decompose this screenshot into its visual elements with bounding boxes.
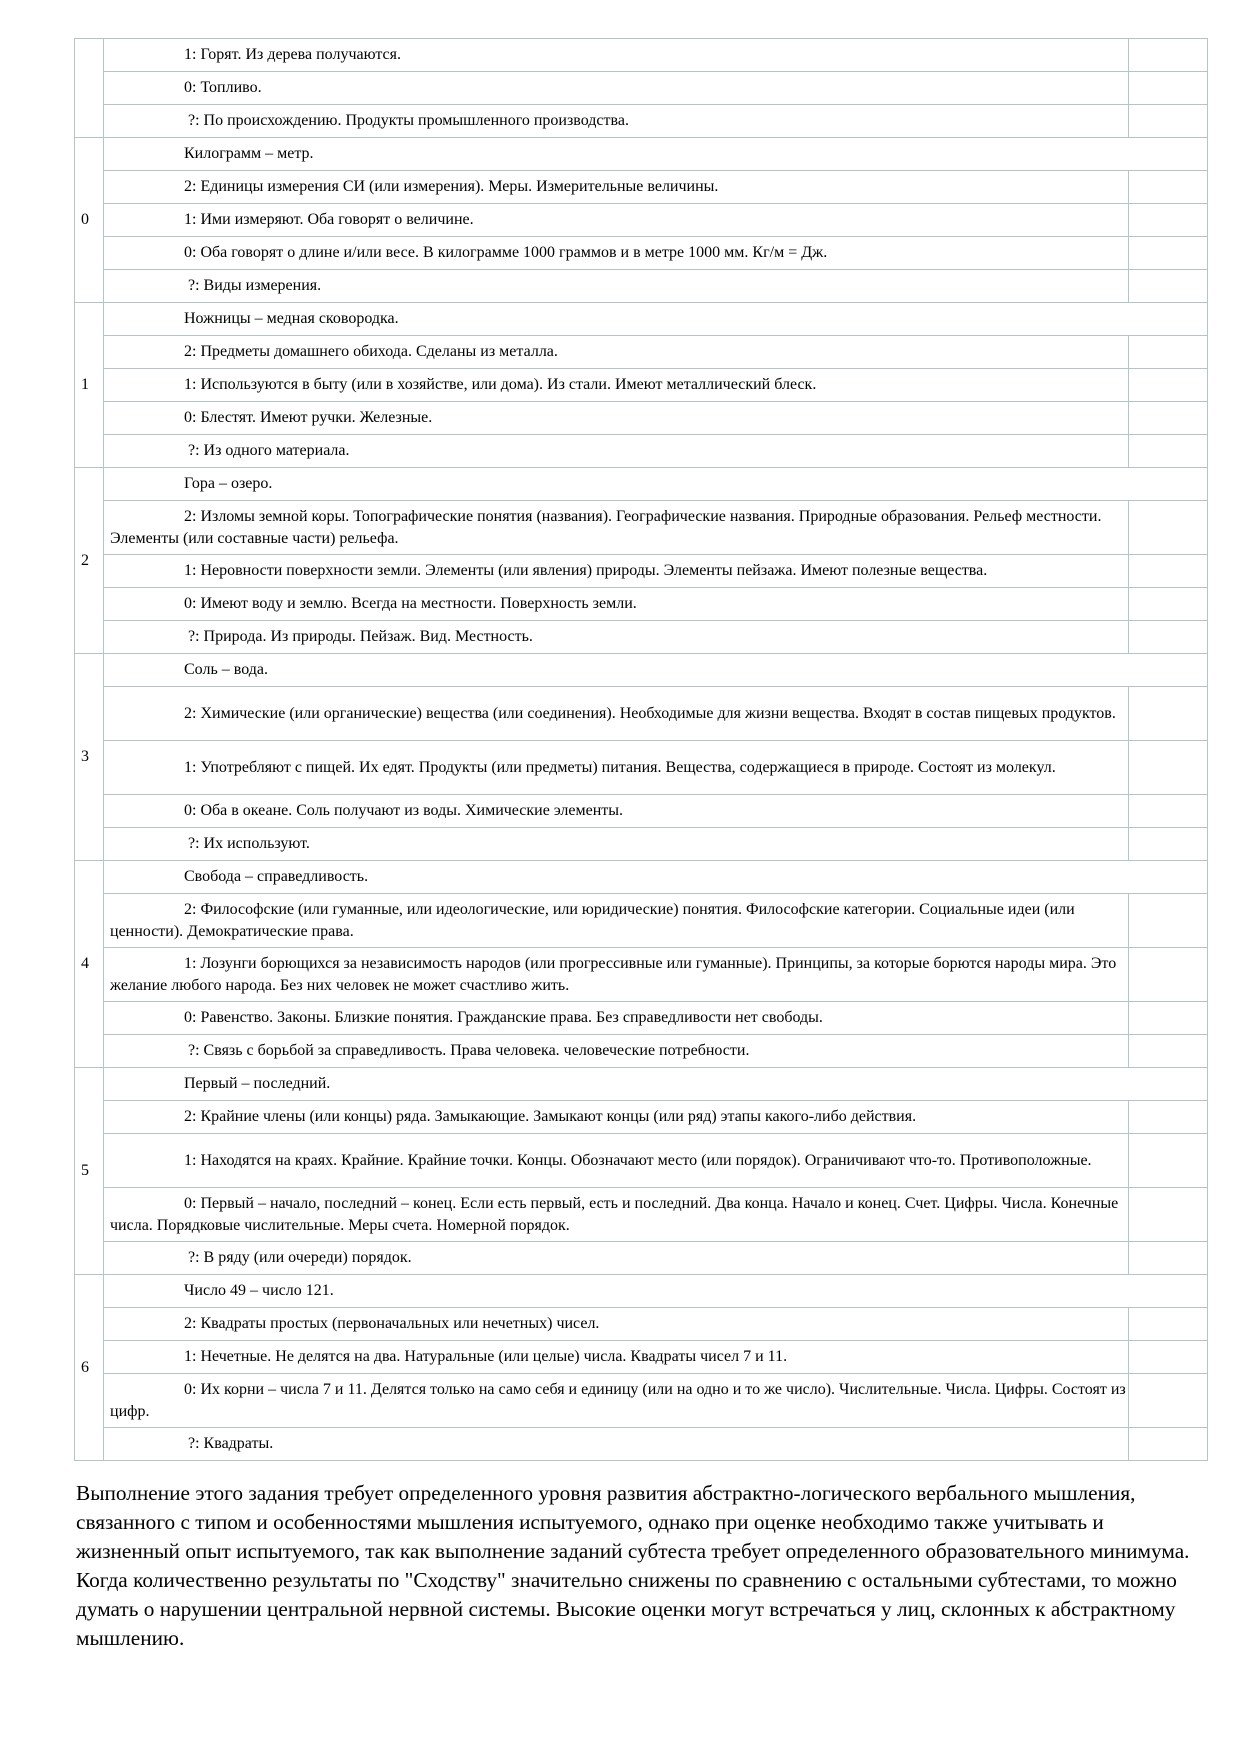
- item-title-cell: Соль – вода.: [104, 654, 1208, 687]
- score-cell: [1129, 795, 1208, 828]
- score-cell: [1129, 336, 1208, 369]
- answer-cell: 1: Неровности поверхности земли. Элементы (или явления) природы. Элементы пейзажа. Имеют полезные вещества.: [104, 555, 1129, 588]
- table-row: [75, 1002, 1208, 1035]
- score-cell: [1129, 588, 1208, 621]
- score-cell: [1129, 1341, 1208, 1374]
- answer-cell: ?: Природа. Из природы. Пейзаж. Вид. Местность.: [104, 621, 1129, 654]
- score-cell: [1129, 237, 1208, 270]
- score-cell: [1129, 501, 1208, 555]
- table-row: [75, 237, 1208, 270]
- score-cell: [1129, 948, 1208, 1002]
- answer-cell: 1: Нечетные. Не делятся на два. Натуральные (или целые) числа. Квадраты чисел 7 и 11.: [104, 1341, 1129, 1374]
- score-cell: [1129, 72, 1208, 105]
- score-cell: [1129, 1035, 1208, 1068]
- answer-cell: 2: Предметы домашнего обихода. Сделаны из металла.: [104, 336, 1129, 369]
- table-row: [75, 270, 1208, 303]
- table-row: [75, 105, 1208, 138]
- item-title-cell: Гора – озеро.: [104, 468, 1208, 501]
- table-row: [75, 687, 1208, 741]
- table-row: [75, 1101, 1208, 1134]
- table-row: [75, 828, 1208, 861]
- score-cell: [1129, 1242, 1208, 1275]
- item-title-cell: Число 49 – число 121.: [104, 1275, 1208, 1308]
- group-number-cell: [75, 39, 104, 138]
- table-row: [75, 948, 1208, 1002]
- score-cell: [1129, 402, 1208, 435]
- answer-cell: ?: Квадраты.: [104, 1428, 1129, 1461]
- table-row: [75, 861, 1208, 894]
- table-row: [75, 435, 1208, 468]
- answer-cell: ?: Из одного материала.: [104, 435, 1129, 468]
- score-cell: [1129, 741, 1208, 795]
- score-cell: [1129, 1374, 1208, 1428]
- score-cell: [1129, 435, 1208, 468]
- group-number-cell: 6: [75, 1275, 104, 1461]
- answer-cell: ?: Виды измерения.: [104, 270, 1129, 303]
- score-cell: [1129, 894, 1208, 948]
- group-number-cell: 4: [75, 861, 104, 1068]
- score-cell: [1129, 621, 1208, 654]
- score-cell: [1129, 39, 1208, 72]
- score-cell: [1129, 1101, 1208, 1134]
- answer-cell: 1: Используются в быту (или в хозяйстве, или дома). Из стали. Имеют металлический блеск.: [104, 369, 1129, 402]
- table-row: [75, 468, 1208, 501]
- table-row: [75, 1035, 1208, 1068]
- answer-cell: 0: Равенство. Законы. Близкие понятия. Гражданские права. Без справедливости нет свободы.: [104, 1002, 1129, 1035]
- answer-cell: 1: Лозунги борющихся за независимость народов (или прогрессивные или гуманные). Принципы, за которые борются народы мира. Это желание любого народа. Без них человек не может счастливо жить.: [104, 948, 1129, 1002]
- item-title-cell: Ножницы – медная сковородка.: [104, 303, 1208, 336]
- scoring-table: [74, 38, 1208, 1461]
- table-row: [75, 171, 1208, 204]
- group-number-cell: 5: [75, 1068, 104, 1275]
- table-row: [75, 588, 1208, 621]
- table-row: [75, 336, 1208, 369]
- answer-cell: 2: Крайние члены (или концы) ряда. Замыкающие. Замыкают концы (или ряд) этапы какого-либо действия.: [104, 1101, 1129, 1134]
- table-row: [75, 795, 1208, 828]
- answer-cell: ?: В ряду (или очереди) порядок.: [104, 1242, 1129, 1275]
- answer-cell: 0: Оба говорят о длине и/или весе. В килограмме 1000 граммов и в метре 1000 мм. Кг/м = Дж.: [104, 237, 1129, 270]
- group-number-cell: 0: [75, 138, 104, 303]
- score-cell: [1129, 171, 1208, 204]
- score-cell: [1129, 1308, 1208, 1341]
- answer-cell: 0: Первый – начало, последний – конец. Если есть первый, есть и последний. Два конца. Начало и конец. Счет. Цифры. Числа. Конечные числа. Порядковые числительные. Меры счета. Номерной порядок.: [104, 1188, 1129, 1242]
- score-cell: [1129, 687, 1208, 741]
- answer-cell: 0: Оба в океане. Соль получают из воды. Химические элементы.: [104, 795, 1129, 828]
- table-row: [75, 1188, 1208, 1242]
- item-title-cell: Первый – последний.: [104, 1068, 1208, 1101]
- interpretation-paragraph: Выполнение этого задания требует определенного уровня развития абстрактно-логического вербального мышления, связанного с типом и особенностями мышления испытуемого, однако при оценке необходимо также учитывать и жизненный опыт испытуемого, так как выполнение заданий субтеста требует определенного образовательного минимума. Когда количественно результаты по "Сходству" значительно снижены по сравнению с остальными субтестами, то можно думать о нарушении центральной нервной системы. Высокие оценки могут встречаться у лиц, склонных к абстрактному мышлению.: [76, 1481, 1190, 1650]
- table-row: [75, 1308, 1208, 1341]
- answer-cell: 0: Топливо.: [104, 72, 1129, 105]
- answer-cell: 2: Квадраты простых (первоначальных или нечетных) чисел.: [104, 1308, 1129, 1341]
- score-cell: [1129, 204, 1208, 237]
- item-title-cell: Килограмм – метр.: [104, 138, 1208, 171]
- table-row: [75, 1341, 1208, 1374]
- table-row: [75, 1068, 1208, 1101]
- answer-cell: 2: Единицы измерения СИ (или измерения). Меры. Измерительные величины.: [104, 171, 1129, 204]
- table-row: [75, 741, 1208, 795]
- answer-cell: 1: Находятся на краях. Крайние. Крайние точки. Концы. Обозначают место (или порядок). Ограничивают что-то. Противоположные.: [104, 1134, 1129, 1188]
- table-row: [75, 1374, 1208, 1428]
- answer-cell: ?: Связь с борьбой за справедливость. Права человека. человеческие потребности.: [104, 1035, 1129, 1068]
- table-row: [75, 1242, 1208, 1275]
- table-row: [75, 1275, 1208, 1308]
- score-cell: [1129, 828, 1208, 861]
- score-cell: [1129, 555, 1208, 588]
- table-row: [75, 1428, 1208, 1461]
- answer-cell: 2: Изломы земной коры. Топографические понятия (названия). Географические названия. Природные образования. Рельеф местности. Элементы (или составные части) рельефа.: [104, 501, 1129, 555]
- score-cell: [1129, 1188, 1208, 1242]
- table-row: [75, 621, 1208, 654]
- table-row: [75, 654, 1208, 687]
- table-row: [75, 303, 1208, 336]
- answer-cell: ?: Их используют.: [104, 828, 1129, 861]
- score-cell: [1129, 1002, 1208, 1035]
- answer-cell: 0: Имеют воду и землю. Всегда на местности. Поверхность земли.: [104, 588, 1129, 621]
- table-row: [75, 39, 1208, 72]
- answer-cell: 1: Горят. Из дерева получаются.: [104, 39, 1129, 72]
- table-row: [75, 1134, 1208, 1188]
- answer-cell: 1: Употребляют с пищей. Их едят. Продукты (или предметы) питания. Вещества, содержащиеся в природе. Состоят из молекул.: [104, 741, 1129, 795]
- answer-cell: 2: Философские (или гуманные, или идеологические, или юридические) понятия. Философские категории. Социальные идеи (или ценности). Демократические права.: [104, 894, 1129, 948]
- answer-cell: 1: Ими измеряют. Оба говорят о величине.: [104, 204, 1129, 237]
- table-row: [75, 555, 1208, 588]
- answer-cell: 0: Их корни – числа 7 и 11. Делятся только на само себя и единицу (или на одно и то же число). Числительные. Числа. Цифры. Состоят из цифр.: [104, 1374, 1129, 1428]
- table-row: [75, 369, 1208, 402]
- answer-cell: ?: По происхождению. Продукты промышленного производства.: [104, 105, 1129, 138]
- table-row: [75, 72, 1208, 105]
- item-title-cell: Свобода – справедливость.: [104, 861, 1208, 894]
- score-cell: [1129, 270, 1208, 303]
- table-row: [75, 402, 1208, 435]
- group-number-cell: 3: [75, 654, 104, 861]
- score-cell: [1129, 369, 1208, 402]
- group-number-cell: 2: [75, 468, 104, 654]
- score-cell: [1129, 1134, 1208, 1188]
- table-row: [75, 204, 1208, 237]
- score-cell: [1129, 105, 1208, 138]
- score-cell: [1129, 1428, 1208, 1461]
- answer-cell: 0: Блестят. Имеют ручки. Железные.: [104, 402, 1129, 435]
- group-number-cell: 1: [75, 303, 104, 468]
- table-row: [75, 894, 1208, 948]
- table-row: [75, 501, 1208, 555]
- answer-cell: 2: Химические (или органические) вещества (или соединения). Необходимые для жизни вещества. Входят в состав пищевых продуктов.: [104, 687, 1129, 741]
- table-row: [75, 138, 1208, 171]
